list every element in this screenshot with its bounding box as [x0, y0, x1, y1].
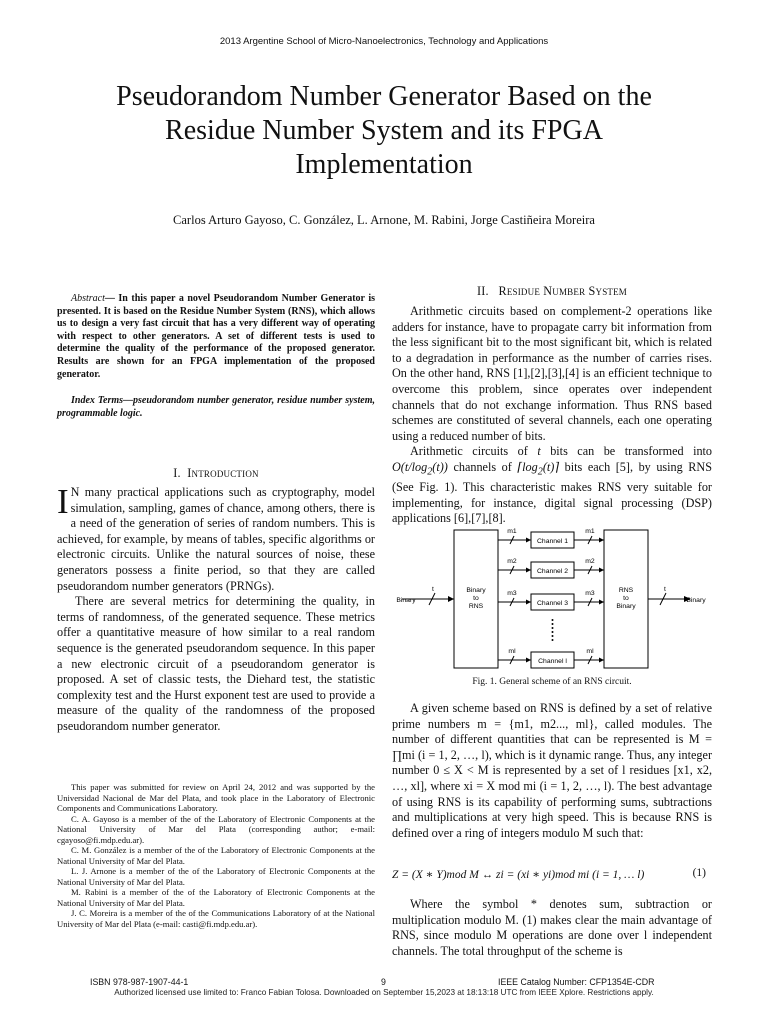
math-expression: $⌈\log_2(t)⌉$ [517, 459, 560, 478]
equation-number: (1) [692, 867, 706, 879]
input-label: Binary [396, 597, 416, 604]
paragraph: Arithmetic circuits based on complement-2 operations like adders for instance, have to propagate carry bit information from the less significant bit to the most significant bit, which is related to a degradation in performance as the number of carries rises. On the other hand, RNS [1],[2],[3],[4] is an efficient technique to overcome this problem, since operates over independent channels that do not exchange information. Thus RNS based schemes are constituted of several channels, each one operating using a reduced number of bits. [392, 304, 712, 443]
conference-header: 2013 Argentine School of Micro-Nanoelectronics, Technology and Applications [219, 36, 549, 47]
channel-label: Channel 3 [537, 600, 568, 607]
bit-width-label: t [664, 586, 666, 593]
section-title: Introduction [187, 466, 259, 480]
footnote: C. A. Gayoso is a member of the of the Laboratory of Electronic Components at the National University of Mar del Plata (corresponding author; e-mail: cgayoso@fi.mdp.edu.ar). [57, 813, 375, 845]
paragraph: Where the symbol * denotes sum, subtraction or multiplication modulo M. (1) makes clear the main advantage of RNS, since modulo M operations are done over l independent channels. The total throughput of the scheme is [392, 897, 712, 958]
channel-label: Channel 1 [537, 538, 568, 545]
rns-scheme-figure [392, 522, 714, 672]
page-number: 9 [381, 977, 386, 987]
equation-body: Z = (X ∗ Y)mod M ↔ zi = (xi ∗ yi)mod mi (i = 1, … l) [392, 869, 645, 881]
modulus-label: m1 [585, 528, 595, 535]
paragraph: I N many practical applications such as cryptography, model simulation, sampling, games of chance, among others, there is a need of the generation of series of random numbers. This is achieved, for example, by means of tables, specific algorithms or electronic circuits. Unlike the natural sources of noise, these generators possess a finite period, so that they are called pseudorandom number generators (PRNGs). [57, 482, 375, 593]
right-block-label: RNS to Binary [616, 587, 636, 610]
footnote: C. M. González is a member of the of the Laboratory of Electronic Components at the National University of Mar del Plata. [57, 845, 375, 866]
math-expression: $O(t/\log_2(t))$ [392, 459, 448, 478]
rns-body-bottom [392, 897, 712, 959]
equation-1 [392, 867, 712, 881]
footnote: This paper was submitted for review on April 24, 2012 and was supported by the Universidad Nacional de Mar del Plata, and took place in the Laboratory of Electronic Components and Communications Laboratory. [57, 782, 375, 813]
modulus-label: m1 [507, 528, 517, 535]
abstract [57, 293, 375, 420]
figure-caption: Fig. 1. General scheme of an RNS circuit. [472, 677, 632, 687]
index-terms-label: Index Terms [71, 395, 124, 407]
title-line: Pseudorandom Number Generator Based on the [116, 81, 652, 112]
rns-body-top [392, 304, 712, 527]
section-title: Residue Number System [498, 284, 628, 298]
modulus-label: ml [508, 648, 516, 655]
bit-width-label: t [432, 586, 434, 593]
output-label: Binary [686, 597, 706, 604]
paragraph: A given scheme based on RNS is defined by a set of relative prime numbers m = {m1, m2..., ml}, called modules. The number of different quantities that can be represented is M = ∏mi (i = 1, 2, …, l), which is it dynamic range. Thus, any integer number 0 ≤ X < M is represented by a set of l residues [x1, x2, …, xl], where xi = X mod mi (i = 1, 2, …, l). The best advantage of using RNS is its capability of performing sums, subtractions and multiplications at very high speed. This is because RNS is defined over a ring of integers modulo M such that: [392, 701, 712, 840]
footnote: J. C. Moreira is a member of the of the Communications Laboratory of at the National University of Mar del Plata (e-mail: casti@fi.mdp.edu.ar). [57, 908, 375, 929]
index-terms [57, 395, 375, 420]
channel-label: Channel 2 [537, 568, 568, 575]
channel-label: Channel l [538, 658, 567, 665]
rns-body-middle [392, 701, 712, 841]
introduction-body [57, 482, 375, 735]
author-list: Carlos Arturo Gayoso, C. González, L. Arnone, M. Rabini, Jorge Castiñeira Moreira [173, 213, 595, 227]
license-notice: Authorized licensed use limited to: Franco Fabian Tolosa. Downloaded on September 15,2023 at 18:13:18 UTC from IEEE Xplore. Restrictions apply. [114, 988, 654, 997]
footnotes [57, 782, 375, 929]
paper-title [60, 80, 708, 182]
modulus-label: m3 [585, 590, 595, 597]
paragraph: Arithmetic circuits of t bits can be transformed into $O(t/\log_2(t))$ channels of $⌈\log_2(t)⌉$ bits each [5], by using RNS (See Fig. 1). This characteristic makes RNS very suitable for implementing, for instance, digital signal processing (DSP) applications [6],[7],[8]. [392, 444, 713, 526]
title-line: Residue Number System and its FPGA [165, 115, 603, 146]
paragraph: There are several metrics for determining the quality, in terms of randomness, of the generated sequence. These metrics offer a quantitative measure of how similar to a real random sequence is the generated pseudorandom sequence. In this paper a new electronic circuit of a pseudorandom generator is proposed. A set of classic tests, the Diehard test, the statistic complexity test and the Hurst exponent test are used to provide a measure of the quality of the randomness of the proposed pseudorandom number generator. [57, 594, 375, 733]
title-line: Implementation [295, 149, 473, 180]
index-terms-text: —pseudorandom number generator, residue number system, programmable logic. [57, 395, 375, 419]
catalog-number: IEEE Catalog Number: CFP1354E-CDR [498, 977, 655, 987]
drop-cap: I [57, 482, 69, 521]
modulus-label: m2 [507, 558, 517, 565]
section-heading-rns: II. Residue Number System [476, 284, 628, 298]
footnote: M. Rabini is a member of the of the Laboratory of Electronic Components at the National University of Mar del Plata. [57, 887, 375, 908]
modulus-label: m3 [507, 590, 517, 597]
isbn: ISBN 978-987-1907-44-1 [90, 977, 189, 987]
footnote: L. J. Arnone is a member of the of the Laboratory of Electronic Components at the National University of Mar del Plata. [57, 866, 375, 887]
modulus-label: ml [586, 648, 594, 655]
abstract-label: Abstract [71, 293, 105, 304]
modulus-label: m2 [585, 558, 595, 565]
left-block-label: Binary to RNS [466, 587, 486, 610]
section-heading-introduction: I. Introduction [173, 466, 259, 480]
abstract-text: — In this paper a novel Pseudorandom Number Generator is presented. It is based on the Residue Number System (RNS), which allows us to design a very fast circuit that has a very different way of operating with respect to other generators. A set of different tests is used to determine the quality of the performance of the proposed generator. Results are shown for an FPGA implementation of the proposed generator. [57, 293, 375, 380]
